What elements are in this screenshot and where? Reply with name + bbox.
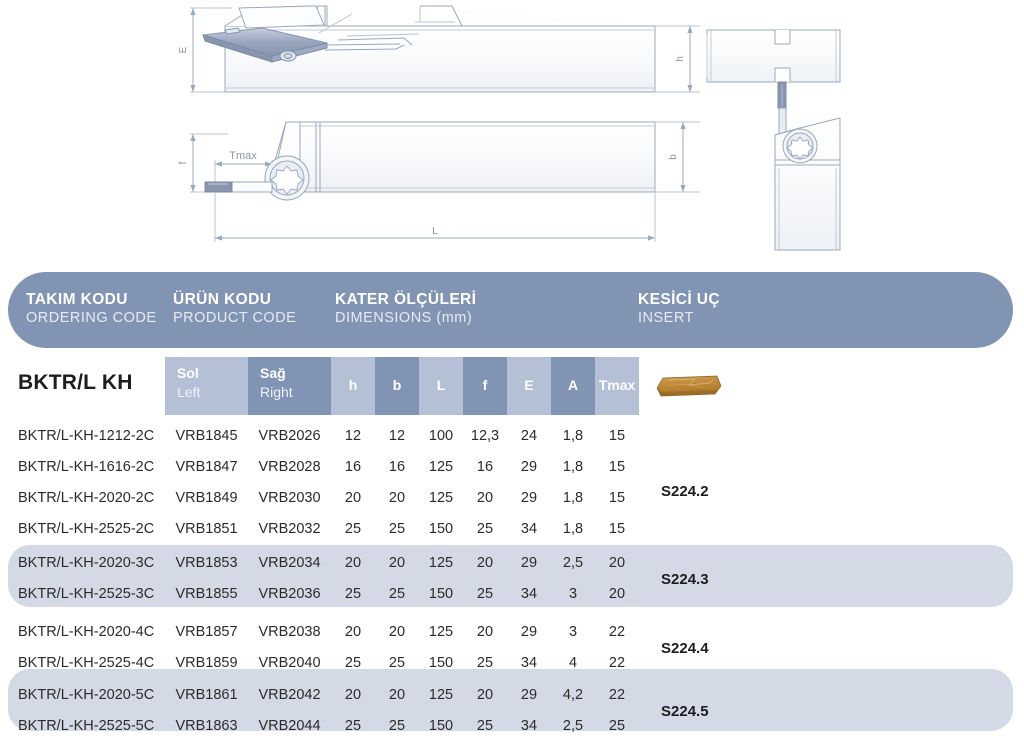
cell-b: 12 — [388, 428, 406, 444]
cell-A: 1,8 — [562, 490, 584, 506]
cell-b: 16 — [388, 459, 406, 475]
dimension-label-b: b — [668, 154, 679, 160]
cell-ordering-code: BKTR/L-KH-2020-4C — [18, 624, 155, 640]
cell-right-code: VRB2038 — [258, 624, 321, 640]
cell-L: 150 — [428, 718, 454, 734]
cell-b: 25 — [388, 655, 406, 671]
cell-b: 25 — [388, 586, 406, 602]
cell-ordering-code: BKTR/L-KH-2020-2C — [18, 490, 155, 506]
cell-right-code: VRB2036 — [258, 586, 321, 602]
end-view-drawing — [707, 30, 840, 250]
header-ordering-code-tr: TAKIM KODU — [26, 291, 128, 308]
side-view-drawing — [190, 122, 700, 242]
column-header-Tmax — [595, 357, 639, 415]
cell-left-code: VRB1855 — [175, 586, 238, 602]
cell-L: 125 — [428, 490, 454, 506]
table-row[interactable] — [0, 648, 1024, 679]
cell-h: 25 — [344, 521, 362, 537]
table-row[interactable] — [0, 617, 1024, 648]
header-group-insert — [638, 290, 720, 328]
column-header-strip — [0, 357, 1024, 415]
column-header-L — [419, 357, 463, 415]
table-row[interactable] — [0, 514, 1024, 545]
header-group-product-code — [173, 290, 296, 328]
cell-ordering-code: BKTR/L-KH-2020-5C — [18, 687, 155, 703]
cell-E: 29 — [520, 687, 538, 703]
column-header-h — [331, 357, 375, 415]
header-group-dimensions — [335, 290, 476, 328]
cell-left-code: VRB1851 — [175, 521, 238, 537]
cell-left-code: VRB1853 — [175, 555, 238, 571]
table-row[interactable] — [0, 452, 1024, 483]
cell-Tmax: 22 — [608, 687, 626, 703]
cell-A: 3 — [568, 624, 578, 640]
column-header-right-hand — [248, 357, 331, 415]
cell-right-code: VRB2040 — [258, 655, 321, 671]
table-row[interactable] — [0, 680, 1024, 711]
cell-left-code: VRB1849 — [175, 490, 238, 506]
cell-L: 125 — [428, 555, 454, 571]
column-header-left-hand — [165, 357, 248, 415]
cell-left-code: VRB1847 — [175, 459, 238, 475]
cell-f: 25 — [476, 655, 494, 671]
cell-b: 25 — [388, 718, 406, 734]
cell-left-code: VRB1859 — [175, 655, 238, 671]
header-dimensions-en: DIMENSIONS (mm) — [335, 310, 473, 326]
dimension-label-h: h — [675, 56, 686, 62]
cell-E: 29 — [520, 555, 538, 571]
cell-Tmax: 22 — [608, 655, 626, 671]
insert-group-label: S224.5 — [661, 703, 709, 720]
cell-h: 12 — [344, 428, 362, 444]
header-insert-tr: KESİCİ UÇ — [638, 291, 720, 308]
cell-b: 25 — [388, 521, 406, 537]
column-right-hand-tr: Sağ — [260, 365, 286, 381]
cell-h: 25 — [344, 718, 362, 734]
header-product-code-en: PRODUCT CODE — [173, 310, 297, 326]
cell-b: 20 — [388, 687, 406, 703]
page-title: BKTR/L KH — [18, 371, 133, 394]
cell-h: 20 — [344, 624, 362, 640]
column-left-hand-tr: Sol — [177, 365, 199, 381]
table-header-bar — [8, 272, 1013, 348]
cell-right-code: VRB2032 — [258, 521, 321, 537]
cell-b: 20 — [388, 490, 406, 506]
table-row[interactable] — [0, 548, 1024, 579]
cell-f: 25 — [476, 521, 494, 537]
column-symbol-Tmax: Tmax — [598, 377, 636, 393]
cell-left-code: VRB1861 — [175, 687, 238, 703]
table-row[interactable] — [0, 579, 1024, 610]
column-header-E — [507, 357, 551, 415]
cell-Tmax: 22 — [608, 624, 626, 640]
column-symbol-A: A — [567, 377, 579, 393]
table-row[interactable] — [0, 711, 1024, 742]
header-dimensions-tr: KATER ÖLÇÜLERİ — [335, 291, 477, 308]
cell-right-code: VRB2044 — [258, 718, 321, 734]
cell-left-code: VRB1857 — [175, 624, 238, 640]
cell-L: 125 — [428, 624, 454, 640]
cell-f: 12,3 — [470, 428, 500, 444]
cell-h: 16 — [344, 459, 362, 475]
cell-h: 20 — [344, 490, 362, 506]
cell-L: 150 — [428, 655, 454, 671]
cell-E: 29 — [520, 624, 538, 640]
header-product-code-tr: ÜRÜN KODU — [173, 291, 272, 308]
cell-Tmax: 20 — [608, 586, 626, 602]
cell-ordering-code: BKTR/L-KH-2525-4C — [18, 655, 155, 671]
cell-L: 125 — [428, 687, 454, 703]
tool-holder-drawings — [0, 0, 1024, 262]
cell-L: 100 — [428, 428, 454, 444]
cell-h: 25 — [344, 655, 362, 671]
cell-A: 1,8 — [562, 428, 584, 444]
technical-drawing-area — [0, 0, 1024, 262]
column-symbol-E: E — [524, 377, 534, 393]
insert-group-label: S224.4 — [661, 640, 709, 657]
cell-left-code: VRB1863 — [175, 718, 238, 734]
cell-E: 29 — [520, 490, 538, 506]
dimension-label-Tmax: Tmax — [229, 150, 257, 162]
dimension-label-E: E — [178, 46, 189, 54]
cell-A: 4 — [568, 655, 578, 671]
cell-ordering-code: BKTR/L-KH-1212-2C — [18, 428, 155, 444]
cell-Tmax: 15 — [608, 490, 626, 506]
cell-E: 34 — [520, 718, 538, 734]
cell-h: 25 — [344, 586, 362, 602]
cell-A: 1,8 — [562, 521, 584, 537]
cell-f: 20 — [476, 555, 494, 571]
top-view-drawing — [190, 6, 700, 92]
cell-ordering-code: BKTR/L-KH-2020-3C — [18, 555, 155, 571]
column-header-f — [463, 357, 507, 415]
column-symbol-b: b — [392, 377, 402, 393]
cell-L: 150 — [428, 521, 454, 537]
header-insert-en: INSERT — [638, 310, 694, 326]
table-row[interactable] — [0, 421, 1024, 452]
cell-L: 125 — [428, 459, 454, 475]
cell-A: 4,2 — [562, 687, 584, 703]
cell-ordering-code: BKTR/L-KH-2525-2C — [18, 521, 155, 537]
insert-group-label: S224.2 — [661, 483, 709, 500]
cell-L: 150 — [428, 586, 454, 602]
column-header-A — [551, 357, 595, 415]
cell-E: 34 — [520, 586, 538, 602]
insert-thumbnail-image — [655, 372, 725, 402]
column-symbol-f: f — [482, 377, 488, 393]
cell-h: 20 — [344, 687, 362, 703]
cell-f: 20 — [476, 490, 494, 506]
cell-E: 24 — [520, 428, 538, 444]
cell-Tmax: 15 — [608, 428, 626, 444]
column-symbol-h: h — [348, 377, 358, 393]
cell-right-code: VRB2034 — [258, 555, 321, 571]
cell-A: 2,5 — [562, 718, 584, 734]
column-right-hand-en: Right — [260, 384, 293, 400]
insert-group-label: S224.3 — [661, 571, 709, 588]
table-row[interactable] — [0, 483, 1024, 514]
cell-f: 20 — [476, 687, 494, 703]
cell-A: 1,8 — [562, 459, 584, 475]
cell-right-code: VRB2026 — [258, 428, 321, 444]
header-ordering-code-en: ORDERING CODE — [26, 310, 157, 326]
dimension-label-L: L — [432, 226, 438, 237]
dimension-label-f: f — [178, 161, 189, 165]
column-symbol-L: L — [436, 377, 446, 393]
cell-f: 25 — [476, 586, 494, 602]
cell-E: 34 — [520, 521, 538, 537]
cell-A: 2,5 — [562, 555, 584, 571]
cell-ordering-code: BKTR/L-KH-2525-5C — [18, 718, 155, 734]
cell-A: 3 — [568, 586, 578, 602]
header-group-ordering-code — [26, 290, 157, 328]
cell-Tmax: 25 — [608, 718, 626, 734]
product-data-table — [0, 415, 1024, 752]
cell-f: 16 — [476, 459, 494, 475]
cell-Tmax: 20 — [608, 555, 626, 571]
cell-ordering-code: BKTR/L-KH-2525-3C — [18, 586, 155, 602]
cell-f: 20 — [476, 624, 494, 640]
cell-right-code: VRB2042 — [258, 687, 321, 703]
cell-b: 20 — [388, 555, 406, 571]
cell-Tmax: 15 — [608, 521, 626, 537]
cell-E: 29 — [520, 459, 538, 475]
cell-h: 20 — [344, 555, 362, 571]
column-left-hand-en: Left — [177, 384, 201, 400]
cell-Tmax: 15 — [608, 459, 626, 475]
cell-ordering-code: BKTR/L-KH-1616-2C — [18, 459, 155, 475]
cell-right-code: VRB2028 — [258, 459, 321, 475]
cell-b: 20 — [388, 624, 406, 640]
cell-right-code: VRB2030 — [258, 490, 321, 506]
cell-left-code: VRB1845 — [175, 428, 238, 444]
cell-E: 34 — [520, 655, 538, 671]
cell-f: 25 — [476, 718, 494, 734]
column-header-b — [375, 357, 419, 415]
